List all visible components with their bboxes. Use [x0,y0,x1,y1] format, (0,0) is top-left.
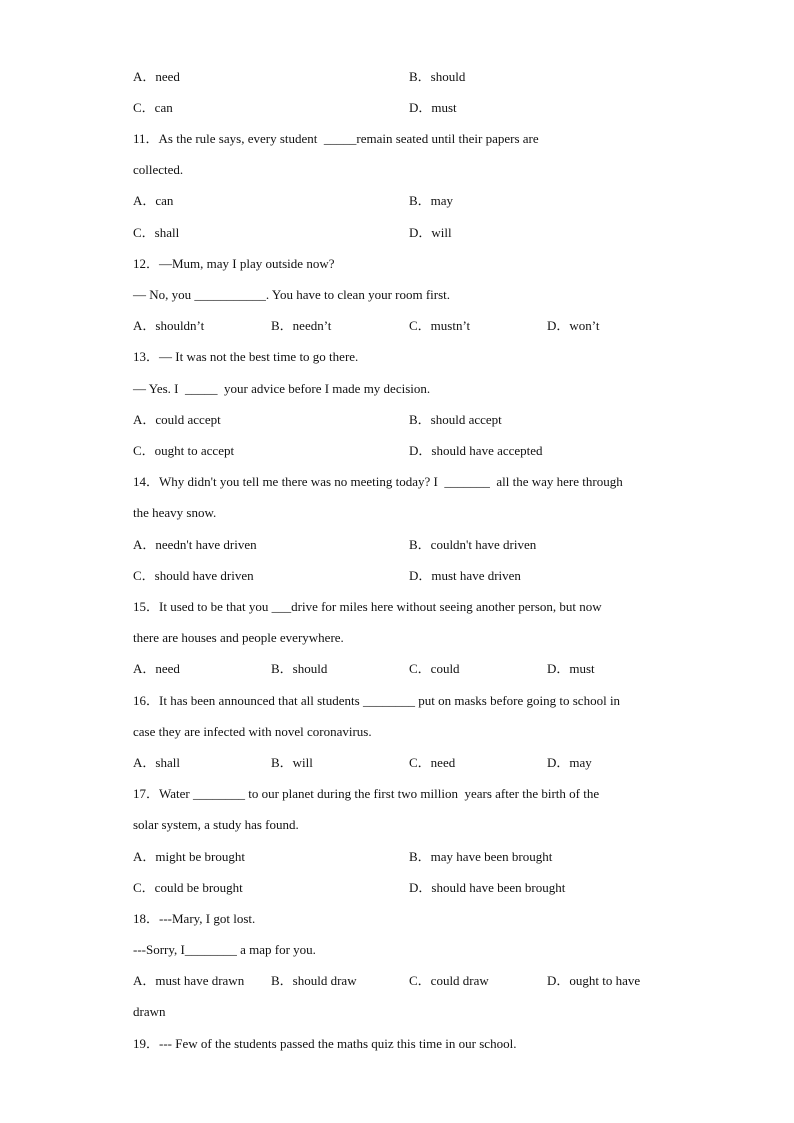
q16-option-a[interactable]: A．shall [133,755,180,770]
q14-option-b[interactable]: B．couldn't have driven [409,537,537,552]
q12-option-a[interactable]: A．shouldn’t [133,318,205,333]
q12-option-b[interactable]: B．needn’t [271,318,332,333]
q13-option-b[interactable]: B．should accept [409,412,502,427]
q13-stem-cont: — Yes. I _____ your advice before I made my decision. [133,381,431,396]
q16-option-b[interactable]: B．will [271,755,313,770]
q12-option-d[interactable]: D．won’t [547,318,600,333]
q18-stem-cont: ---Sorry, I________ a map for you. [133,942,316,957]
q18-option-b[interactable]: B．should draw [271,973,357,988]
q16-stem: 16．It has been announced that all students ________ put on masks before going to school in [133,693,621,708]
q11-option-b[interactable]: B．may [409,193,454,208]
q14-stem-cont: the heavy snow. [133,505,217,520]
q11-stem-cont: collected. [133,162,184,177]
q11-stem: 11．As the rule says, every student _____remain seated until their papers are [133,131,539,146]
q14-option-c[interactable]: C．should have driven [133,568,254,583]
q16-stem-cont: case they are infected with novel coronavirus. [133,724,372,739]
q11-option-d[interactable]: D．will [409,225,452,240]
q18-option-c[interactable]: C．could draw [409,973,489,988]
q19-stem: 19．--- Few of the students passed the maths quiz this time in our school. [133,1036,517,1051]
q12-stem-cont: — No, you ___________. You have to clean your room first. [133,287,451,302]
q13-option-c[interactable]: C．ought to accept [133,443,235,458]
q11-option-c[interactable]: C．shall [133,225,180,240]
q10-option-a[interactable]: A．need [133,69,180,84]
q15-option-b[interactable]: B．should [271,661,328,676]
q10-option-b[interactable]: B．should [409,69,466,84]
q15-option-d[interactable]: D．must [547,661,595,676]
q18-stem: 18．---Mary, I got lost. [133,911,256,926]
q16-option-d[interactable]: D．may [547,755,592,770]
q17-option-b[interactable]: B．may have been brought [409,849,553,864]
q17-stem: 17．Water ________ to our planet during the first two million years after the birth of the [133,786,600,801]
q15-stem: 15．It used to be that you ___drive for miles here without seeing another person, but now [133,599,602,614]
q18-option-d[interactable]: D．ought to have [547,973,641,988]
q15-option-a[interactable]: A．need [133,661,180,676]
q13-option-d[interactable]: D．should have accepted [409,443,543,458]
q17-option-c[interactable]: C．could be brought [133,880,243,895]
q14-option-a[interactable]: A．needn't have driven [133,537,257,552]
q13-option-a[interactable]: A．could accept [133,412,221,427]
q15-option-c[interactable]: C．could [409,661,460,676]
q16-option-c[interactable]: C．need [409,755,456,770]
q13-stem: 13．— It was not the best time to go there. [133,349,359,364]
q18-option-d-wrap[interactable]: drawn [133,1004,166,1019]
q12-stem: 12．—Mum, may I play outside now? [133,256,335,271]
q14-stem: 14．Why didn't you tell me there was no meeting today? I _______ all the way here through [133,474,623,489]
q17-option-d[interactable]: D．should have been brought [409,880,566,895]
q10-option-c[interactable]: C．can [133,100,173,115]
q17-stem-cont: solar system, a study has found. [133,817,299,832]
q12-option-c[interactable]: C．mustn’t [409,318,471,333]
q17-option-a[interactable]: A．might be brought [133,849,245,864]
q18-option-a[interactable]: A．must have drawn [133,973,245,988]
q15-stem-cont: there are houses and people everywhere. [133,630,344,645]
q11-option-a[interactable]: A．can [133,193,174,208]
q10-option-d[interactable]: D．must [409,100,457,115]
q14-option-d[interactable]: D．must have driven [409,568,521,583]
